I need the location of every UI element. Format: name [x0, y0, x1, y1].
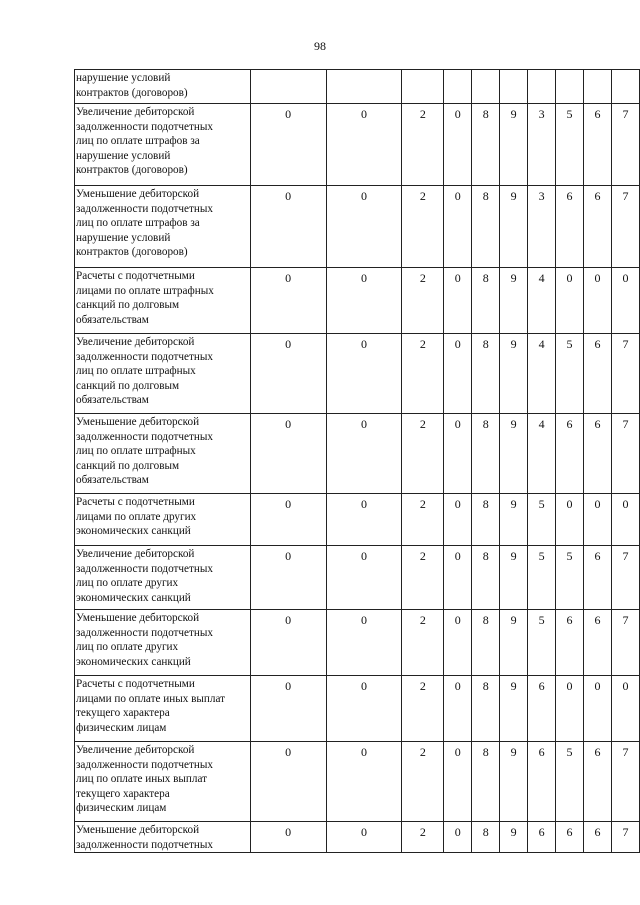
table-row — [75, 414, 640, 494]
account-code-digit-cell: 0 — [444, 546, 472, 610]
account-code-digit-cell: 2 — [402, 822, 444, 853]
account-code-digit-cell: 0 — [611, 494, 639, 546]
account-code-digit-cell: 6 — [584, 546, 612, 610]
account-description-cell: Увеличение дебиторской задолженности подотчетных лиц по оплате штрафных санкций по долговым обязательствам — [75, 334, 251, 414]
account-code-digit-cell: 6 — [584, 334, 612, 414]
account-code-digit-cell: 2 — [402, 494, 444, 546]
account-code-digit-cell — [528, 70, 556, 104]
account-code-digit-cell: 2 — [402, 186, 444, 268]
account-code-digit-cell: 0 — [250, 742, 326, 822]
account-code-digit-cell: 7 — [611, 104, 639, 186]
account-code-digit-cell: 0 — [444, 334, 472, 414]
account-code-digit-cell — [556, 70, 584, 104]
account-code-digit-cell: 7 — [611, 822, 639, 853]
account-code-digit-cell: 6 — [528, 742, 556, 822]
table-row — [75, 494, 640, 546]
account-code-digit-cell: 6 — [556, 822, 584, 853]
account-description-cell: Расчеты с подотчетными лицами по оплате штрафных санкций по долговым обязательствам — [75, 268, 251, 334]
account-code-digit-cell: 0 — [250, 546, 326, 610]
account-code-digit-cell: 0 — [326, 676, 402, 742]
account-code-digit-cell: 0 — [250, 610, 326, 676]
account-code-digit-cell: 0 — [326, 822, 402, 853]
account-code-digit-cell: 6 — [584, 186, 612, 268]
account-code-digit-cell: 2 — [402, 414, 444, 494]
account-code-digit-cell: 0 — [611, 268, 639, 334]
account-code-digit-cell: 9 — [500, 186, 528, 268]
account-code-digit-cell: 0 — [250, 676, 326, 742]
account-code-digit-cell: 0 — [444, 610, 472, 676]
account-code-digit-cell: 0 — [326, 742, 402, 822]
account-code-digit-cell: 8 — [472, 610, 500, 676]
account-code-digit-cell: 0 — [444, 742, 472, 822]
table-row — [75, 676, 640, 742]
accounts-table-body — [75, 70, 640, 853]
account-code-digit-cell: 0 — [444, 414, 472, 494]
account-code-digit-cell: 8 — [472, 822, 500, 853]
account-description-cell: Уменьшение дебиторской задолженности подотчетных лиц по оплате других экономических санкций — [75, 610, 251, 676]
account-code-digit-cell: 0 — [326, 104, 402, 186]
account-code-digit-cell: 4 — [528, 334, 556, 414]
account-code-digit-cell: 8 — [472, 268, 500, 334]
account-description-cell: Уменьшение дебиторской задолженности подотчетных лиц по оплате штрафов за нарушение условий контрактов (договоров) — [75, 186, 251, 268]
table-row — [75, 186, 640, 268]
account-code-digit-cell: 6 — [584, 414, 612, 494]
account-code-digit-cell: 6 — [584, 104, 612, 186]
account-code-digit-cell: 2 — [402, 334, 444, 414]
account-code-digit-cell: 9 — [500, 104, 528, 186]
account-code-digit-cell: 9 — [500, 268, 528, 334]
account-code-digit-cell: 0 — [584, 676, 612, 742]
account-code-digit-cell: 2 — [402, 104, 444, 186]
account-description-cell: Увеличение дебиторской задолженности подотчетных лиц по оплате других экономических санкций — [75, 546, 251, 610]
account-code-digit-cell: 8 — [472, 742, 500, 822]
account-code-digit-cell — [611, 70, 639, 104]
account-code-digit-cell: 5 — [556, 546, 584, 610]
account-code-digit-cell: 6 — [556, 186, 584, 268]
account-code-digit-cell: 5 — [556, 742, 584, 822]
account-code-digit-cell: 9 — [500, 546, 528, 610]
table-row — [75, 546, 640, 610]
table-row — [75, 268, 640, 334]
account-code-digit-cell: 4 — [528, 268, 556, 334]
account-code-digit-cell: 0 — [584, 494, 612, 546]
account-code-digit-cell: 7 — [611, 546, 639, 610]
page-number: 98 — [314, 39, 326, 53]
account-code-digit-cell: 0 — [250, 104, 326, 186]
account-code-digit-cell: 6 — [584, 742, 612, 822]
account-code-digit-cell: 8 — [472, 334, 500, 414]
account-code-digit-cell: 0 — [250, 414, 326, 494]
account-code-digit-cell: 9 — [500, 822, 528, 853]
account-code-digit-cell: 0 — [556, 676, 584, 742]
account-code-digit-cell: 2 — [402, 676, 444, 742]
account-code-digit-cell: 0 — [444, 104, 472, 186]
account-code-digit-cell: 4 — [528, 414, 556, 494]
account-code-digit-cell: 9 — [500, 494, 528, 546]
account-code-digit-cell: 9 — [500, 414, 528, 494]
account-code-digit-cell: 3 — [528, 104, 556, 186]
account-code-digit-cell — [584, 70, 612, 104]
accounts-table — [74, 69, 640, 853]
account-code-digit-cell: 0 — [556, 494, 584, 546]
account-code-digit-cell: 0 — [444, 186, 472, 268]
account-code-digit-cell: 6 — [528, 676, 556, 742]
account-code-digit-cell: 0 — [556, 268, 584, 334]
account-code-digit-cell: 8 — [472, 104, 500, 186]
account-code-digit-cell — [402, 70, 444, 104]
account-description-cell: Увеличение дебиторской задолженности подотчетных лиц по оплате штрафов за нарушение условий контрактов (договоров) — [75, 104, 251, 186]
account-description-cell: Расчеты с подотчетными лицами по оплате иных выплат текущего характера физическим лицам — [75, 676, 251, 742]
account-code-digit-cell: 0 — [444, 676, 472, 742]
account-code-digit-cell: 7 — [611, 414, 639, 494]
account-code-digit-cell: 2 — [402, 742, 444, 822]
account-code-digit-cell: 2 — [402, 546, 444, 610]
table-row — [75, 334, 640, 414]
account-code-digit-cell: 6 — [584, 822, 612, 853]
account-code-digit-cell: 8 — [472, 494, 500, 546]
table-row — [75, 742, 640, 822]
account-code-digit-cell: 2 — [402, 610, 444, 676]
table-row — [75, 822, 640, 853]
account-code-digit-cell: 0 — [250, 268, 326, 334]
account-code-digit-cell — [250, 70, 326, 104]
account-code-digit-cell: 0 — [326, 610, 402, 676]
account-code-digit-cell: 8 — [472, 414, 500, 494]
account-code-digit-cell — [472, 70, 500, 104]
account-code-digit-cell: 0 — [250, 494, 326, 546]
account-code-digit-cell: 8 — [472, 546, 500, 610]
account-code-digit-cell: 8 — [472, 186, 500, 268]
account-description-cell: Увеличение дебиторской задолженности подотчетных лиц по оплате иных выплат текущего характера физическим лицам — [75, 742, 251, 822]
account-code-digit-cell: 0 — [611, 676, 639, 742]
account-code-digit-cell — [326, 70, 402, 104]
account-code-digit-cell: 6 — [528, 822, 556, 853]
account-code-digit-cell: 0 — [326, 268, 402, 334]
account-code-digit-cell: 0 — [326, 186, 402, 268]
account-code-digit-cell: 0 — [326, 414, 402, 494]
account-code-digit-cell: 9 — [500, 334, 528, 414]
table-row — [75, 610, 640, 676]
account-code-digit-cell: 0 — [326, 546, 402, 610]
account-code-digit-cell: 6 — [584, 610, 612, 676]
account-code-digit-cell: 5 — [528, 546, 556, 610]
account-code-digit-cell: 5 — [528, 610, 556, 676]
account-code-digit-cell: 2 — [402, 268, 444, 334]
account-code-digit-cell: 9 — [500, 610, 528, 676]
account-code-digit-cell: 7 — [611, 186, 639, 268]
account-code-digit-cell: 0 — [250, 822, 326, 853]
table-row — [75, 70, 640, 104]
account-code-digit-cell: 0 — [250, 334, 326, 414]
account-code-digit-cell: 7 — [611, 334, 639, 414]
account-code-digit-cell: 0 — [444, 268, 472, 334]
account-code-digit-cell: 0 — [326, 494, 402, 546]
account-description-cell: Расчеты с подотчетными лицами по оплате других экономических санкций — [75, 494, 251, 546]
account-code-digit-cell: 6 — [556, 610, 584, 676]
account-code-digit-cell: 5 — [528, 494, 556, 546]
account-code-digit-cell: 5 — [556, 104, 584, 186]
account-code-digit-cell: 7 — [611, 610, 639, 676]
account-code-digit-cell — [500, 70, 528, 104]
account-code-digit-cell: 0 — [444, 822, 472, 853]
account-code-digit-cell: 0 — [584, 268, 612, 334]
account-code-digit-cell: 0 — [444, 494, 472, 546]
account-code-digit-cell: 0 — [250, 186, 326, 268]
account-code-digit-cell: 9 — [500, 676, 528, 742]
account-description-cell: Уменьшение дебиторской задолженности подотчетных лиц по оплате штрафных санкций по долговым обязательствам — [75, 414, 251, 494]
account-description-cell: Уменьшение дебиторской задолженности подотчетных — [75, 822, 251, 853]
account-code-digit-cell: 8 — [472, 676, 500, 742]
account-description-cell: нарушение условий контрактов (договоров) — [75, 70, 251, 104]
account-code-digit-cell — [444, 70, 472, 104]
table-row — [75, 104, 640, 186]
account-code-digit-cell: 9 — [500, 742, 528, 822]
account-code-digit-cell: 5 — [556, 334, 584, 414]
account-code-digit-cell: 7 — [611, 742, 639, 822]
account-code-digit-cell: 0 — [326, 334, 402, 414]
account-code-digit-cell: 6 — [556, 414, 584, 494]
account-code-digit-cell: 3 — [528, 186, 556, 268]
